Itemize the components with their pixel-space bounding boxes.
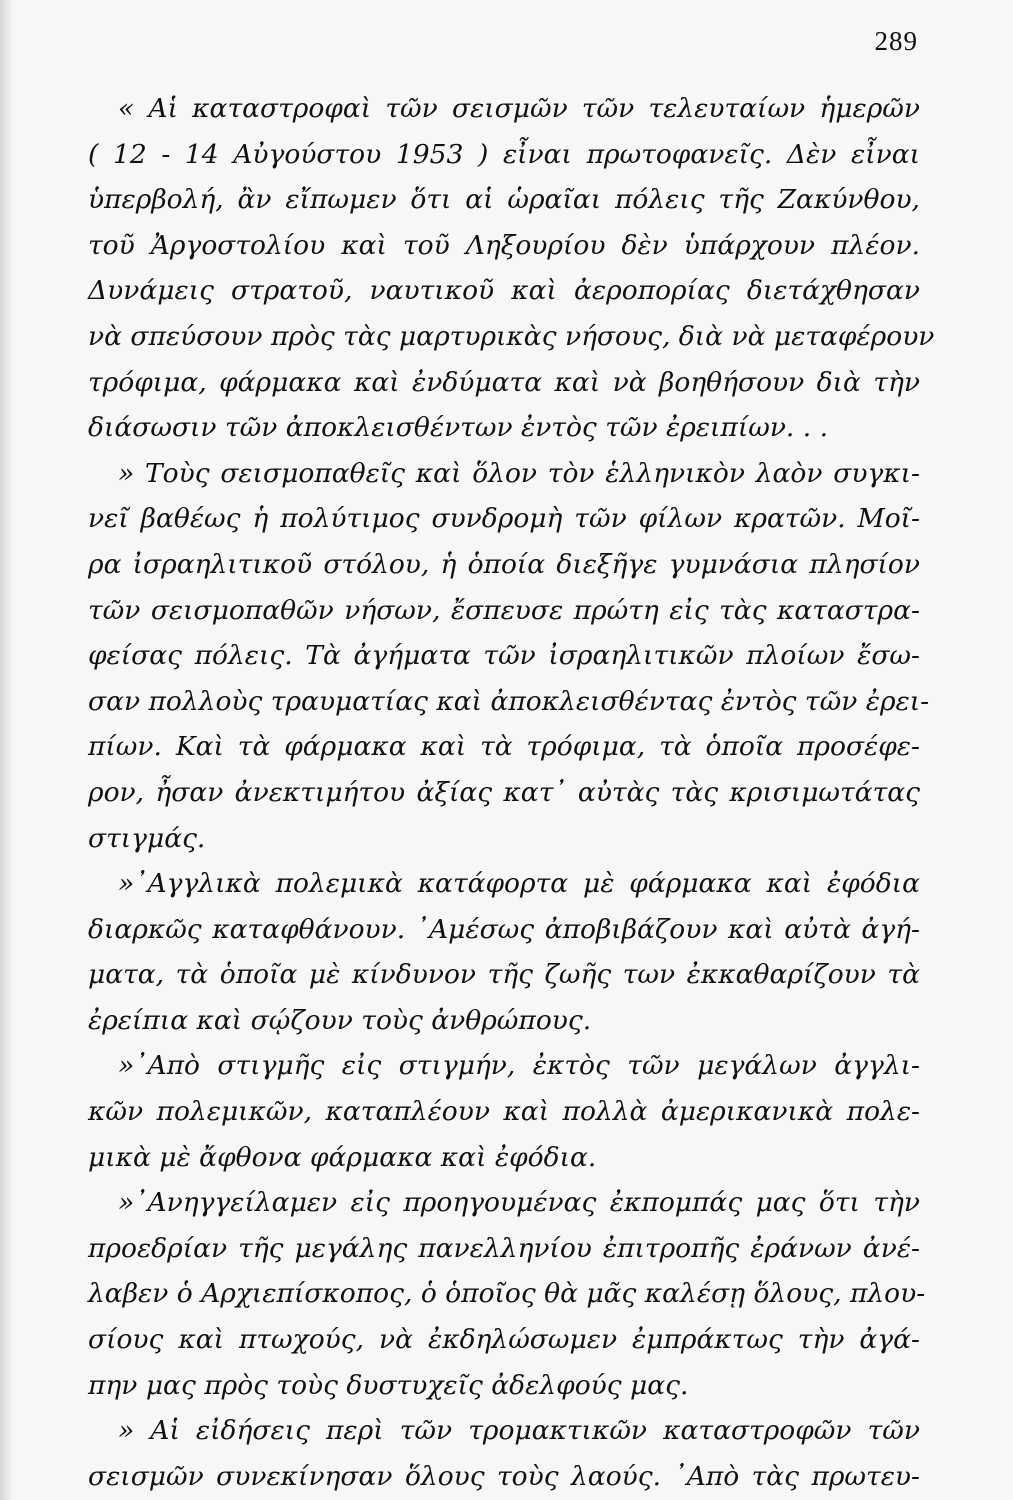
text-line: προεδρίαν τῆς μεγάλης πανελληνίου ἐπιτροπῆς ἐράνων ἀνέ- [88,1232,920,1264]
text-line: »᾽Ανηγγείλαμεν εἰς προηγουμένας ἐκπομπάς μας ὅτι τὴν [118,1187,920,1219]
text-line: ρον, ἦσαν ἀνεκτιμήτου ἀξίας κατ᾽ αὐτὰς τὰς κρισιμωτάτας [88,776,920,808]
text-line: »᾽Αγγλικὰ πολεμικὰ κατάφορτα μὲ φάρμακα καὶ ἐφόδια [118,868,920,900]
text-line: σίους καὶ πτωχούς, νὰ ἐκδηλώσωμεν ἐμπράκτως τὴν ἀγά- [88,1324,920,1356]
text-line: μικὰ μὲ ἄφθονα φάρμακα καὶ ἐφόδια. [88,1141,597,1173]
text-line: κῶν πολεμικῶν, καταπλέουν καὶ πολλὰ ἀμερικανικὰ πολε- [88,1096,920,1128]
text-line: νεῖ βαθέως ἡ πολύτιμος συνδρομὴ τῶν φίλων κρατῶν. Μοῖ- [88,503,920,535]
text-line: ματα, τὰ ὁποῖα μὲ κίνδυνον τῆς ζωῆς των ἐκκαθαρίζουν τὰ [88,959,920,991]
text-line: στιγμάς. [88,822,206,854]
text-line: τρόφιμα, φάρμακα καὶ ἐνδύματα καὶ νὰ βοηθήσουν διὰ τὴν [88,366,920,398]
text-line: πίων. Καὶ τὰ φάρμακα καὶ τὰ τρόφιμα, τὰ ὁποῖα προσέφε- [88,731,920,763]
text-line: Δυνάμεις στρατοῦ, ναυτικοῦ καὶ ἀεροπορίας διετάχθησαν [88,275,920,307]
text-line: » Αἱ εἰδήσεις περὶ τῶν τρομακτικῶν καταστροφῶν τῶν [118,1415,920,1447]
text-line: ἐρείπια καὶ σῴζουν τοὺς ἀνθρώπους. [88,1004,592,1036]
text-line: διαρκῶς καταφθάνουν. ᾽Αμέσως ἀποβιβάζουν καὶ αὐτὰ ἀγή- [88,913,920,945]
text-line: διάσωσιν τῶν ἀποκλεισθέντων ἐντὸς τῶν ἐρειπίων. . . [88,412,829,444]
text-line: ρα ἰσραηλιτικοῦ στόλου, ἡ ὁποία διεξῆγε γυμνάσια πλησίον [88,548,920,580]
text-line: λαβεν ὁ Αρχιεπίσκοπος, ὁ ὁποῖος θὰ μᾶς καλέσῃ ὅλους, πλου- [88,1278,926,1310]
body-text [88,86,935,1499]
text-line: « Αἱ καταστροφαὶ τῶν σεισμῶν τῶν τελευταίων ἡμερῶν [118,93,920,124]
page-number: 289 [874,26,918,56]
text-line: σεισμῶν συνεκίνησαν ὅλους τοὺς λαούς. ᾽Απὸ τὰς πρωτευ- [88,1460,920,1492]
text-line: σαν πολλοὺς τραυματίας καὶ ἀποκλεισθέντας ἐντὸς τῶν ἐρει- [88,685,930,717]
text-line: νὰ σπεύσουν πρὸς τὰς μαρτυρικὰς νήσους, διὰ νὰ μεταφέρουν [88,320,935,352]
text-line: τῶν σεισμοπαθῶν νήσων, ἔσπευσε πρώτη εἰς τὰς καταστρα- [88,594,920,626]
text-line: »᾽Απὸ στιγμῆς εἰς στιγμήν, ἐκτὸς τῶν μεγάλων ἀγγλι- [118,1050,920,1082]
page-edge-shadow [0,0,14,1500]
text-line: ( 12 - 14 Αὐγούστου 1953 ) εἶναι πρωτοφανεῖς. Δὲν εἶναι [88,138,920,170]
text-line: τοῦ Ἀργοστολίου καὶ τοῦ Ληξουρίου δὲν ὑπάρχουν πλέον. [88,229,920,261]
text-line: πην μας πρὸς τοὺς δυστυχεῖς ἀδελφούς μας. [88,1369,689,1401]
text-line: φείσας πόλεις. Τὰ ἀγήματα τῶν ἰσραηλιτικῶν πλοίων ἔσω- [88,640,920,672]
text-line: » Τοὺς σεισμοπαθεῖς καὶ ὅλον τὸν ἑλληνικὸν λαὸν συγκι- [118,457,920,489]
text-line: ὑπερβολή, ἂν εἴπωμεν ὅτι αἱ ὡραῖαι πόλεις τῆς Ζακύνθου, [88,184,920,216]
